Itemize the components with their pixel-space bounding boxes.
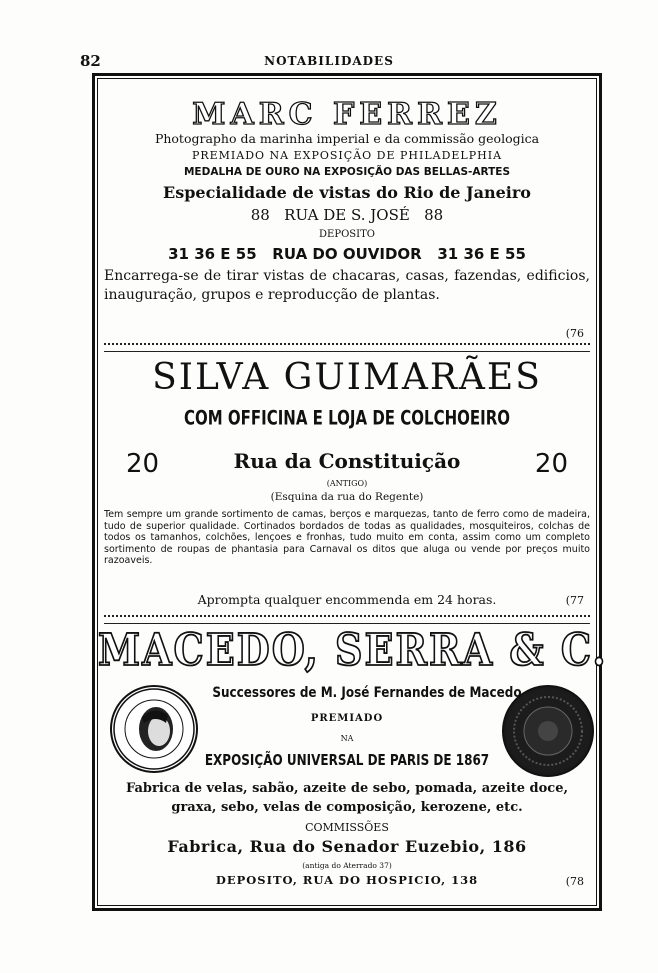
macedo-name: MACEDO, SERRA & C. [98,623,608,676]
macedo-successors: Successores de M. José Fernandes de Macedo [212,683,522,701]
frame-inner-border [97,78,608,906]
separator-1 [104,343,590,352]
ferrez-address-street: RUA DE S. JOSÉ [284,206,410,224]
guimaraes-address-row [98,449,596,479]
ferrez-address [98,206,596,224]
ferrez-body: Encarrega-se de tirar vistas de chacaras, casas, fazendas, edificios, inauguração, grupos e reproducção de plantas. [104,268,590,303]
page-number: 82 [80,52,101,70]
guimaraes-street: Rua da Constituição [233,449,461,473]
macedo-expo: EXPOSIÇÃO UNIVERSAL DE PARIS DE 1867 [204,751,490,769]
ferrez-specialty: Especialidade de vistas do Rio de Janeiro [163,183,531,202]
guimaraes-antigo: (ANTIGO) [326,479,368,488]
ferrez-philadelphia: PREMIADO NA EXPOSIÇÃO DE PHILADELPHIA [191,149,503,162]
guimaraes-num-left: 20 [126,449,160,479]
macedo-body: Fabrica de velas, sabão, azeite de sebo, pomada, azeite doce, graxa, sebo, velas de composição, kerozene, etc. [125,781,568,815]
guimaraes-ref: (77 [565,594,584,607]
guimaraes-corner: (Esquina da rua do Regente) [270,491,424,503]
ferrez-medal-line: MEDALHA DE OURO NA EXPOSIÇÃO DAS BELLAS-ARTES [183,166,511,178]
guimaraes-num-right: 20 [534,449,568,479]
macedo-commissoes: COMMISSÕES [305,821,389,834]
ferrez-deposit-label: DEPOSITO [319,229,375,240]
macedo-premiado: PREMIADO [310,713,384,724]
ferrez-ref: (76 [565,327,584,340]
guimaraes-subtitle: COM OFFICINA E LOJA DE COLCHOEIRO [183,406,511,430]
running-title: NOTABILIDADES [264,54,394,68]
ferrez-address-num-left: 88 [250,206,270,224]
ferrez-deposit-address: 31 36 E 55 RUA DO OUVIDOR 31 36 E 55 [168,245,526,263]
ferrez-name: MARC FERREZ [192,97,502,132]
guimaraes-body: Tem sempre um grande sortimento de camas, berços e marquezas, tanto de ferro como de madeira, tudo de superior qualidade. Cortinados bordados de todas as qualidades, mosquiteiros, colchas de todos os tamanhos, colchões, lençoes e fronhas, tudo muito em conta, assim como um completo sortimento de roupas de phantasia para Carnaval os ditos que aluga ou vende por preços muito razoaveis. [104,509,590,566]
macedo-factory: Fabrica, Rua do Senador Euzebio, 186 [167,837,527,856]
ferrez-address-num-right: 88 [424,206,444,224]
macedo-deposit: DEPOSITO, RUA DO HOSPICIO, 138 [215,873,479,887]
guimaraes-footer: Apromptа qualquer encommenda em 24 horas. [197,592,497,607]
macedo-na: NA [340,734,354,743]
macedo-ref: (78 [565,875,584,888]
guimaraes-name: SILVA GUIMARÃES [152,357,542,398]
ferrez-title-line: Photographo da marinha imperial e da commissão geologica [154,131,540,146]
macedo-antiga: (antiga do Aterrado 37) [302,861,392,870]
advertisement-frame [92,73,608,911]
